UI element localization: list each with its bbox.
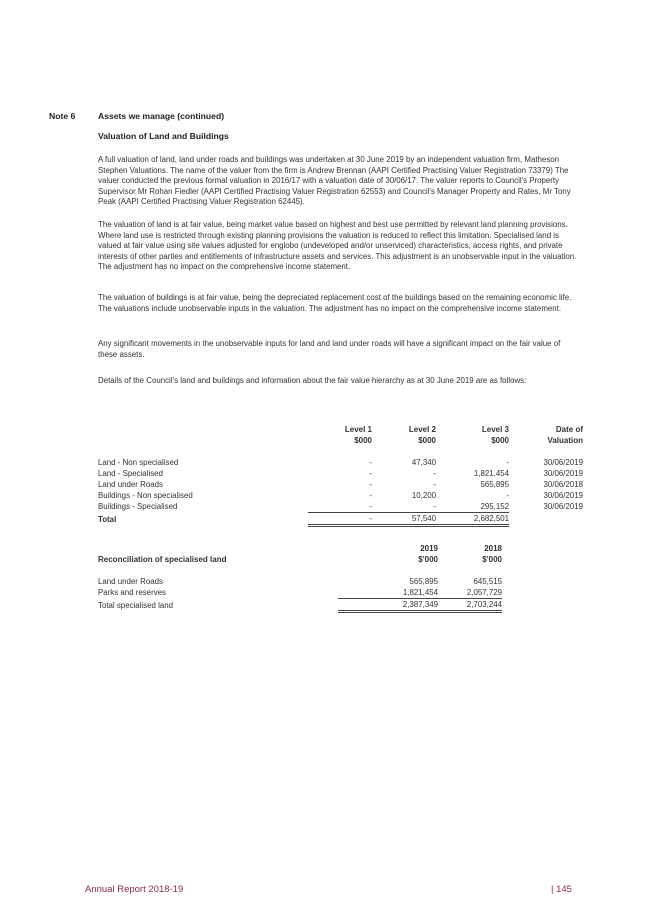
row-label: Land under Roads: [98, 480, 163, 489]
cell-level1: -: [369, 458, 372, 467]
row-label: Land - Non specialised: [98, 458, 179, 467]
header-level2-unit: $000: [418, 436, 436, 445]
cell-level1: -: [369, 480, 372, 489]
header-2018-unit: $'000: [482, 555, 502, 564]
cell-date: 30/06/2018: [543, 480, 583, 489]
table-row: [98, 457, 583, 468]
header-2019-unit: $'000: [418, 555, 438, 564]
cell-level2: 47,340: [411, 458, 436, 467]
table-row: [98, 490, 583, 501]
paragraph-buildings-valuation: The valuation of buildings is at fair value, being the depreciated replacement cost of the buildings based on the remaining economic life. The valuations include unobservable inputs in the valuation. The adjustment has no impact on the comprehensive income statement.: [98, 293, 572, 313]
cell-level3: 1,821,454: [473, 469, 509, 478]
table-row: [98, 501, 583, 513]
header-label: [98, 543, 338, 554]
cell-level1: -: [369, 491, 372, 500]
total-level2: 57,540: [372, 513, 436, 526]
cell-level3: 565,895: [480, 480, 509, 489]
header-level2: Level 2: [408, 425, 436, 434]
table-header-row: [98, 543, 502, 554]
paragraph-valuer: A full valuation of land, land under roads and buildings was undertaken at 30 June 2019 by an independent valuation firm, Matheson Stephen Valuations. The name of the valuer from the firm is Andrew Brennan (AAPI Certified Practising Valuer Registration 73379) The valuer conducted the previous formal valuation in 2016/17 with a valuation date of 30/06/17. The valuer reports to Council's Property Supervisor Mr Rohan Fiedler (AAPI Certified Practising Valuer Registration 62553) and Council's Manager Property and Rates, Mr Tony Peak (AAPI Certified Practising Valuer Registration 62445).: [98, 155, 571, 207]
cell-level1: -: [369, 469, 372, 478]
header-label: [98, 424, 308, 435]
total-level3: 2,682,501: [436, 513, 509, 526]
total-label: Total: [98, 514, 117, 524]
table-row: [98, 587, 502, 599]
total-2019: 2,387,349: [338, 599, 438, 612]
paragraph-unobservable-inputs: Any significant movements in the unobservable inputs for land and land under roads will have a significant impact on the fair value of these assets.: [98, 339, 561, 359]
reconciliation-title: Reconciliation of specialised land: [98, 555, 227, 564]
table-header-row: [98, 554, 502, 565]
total-date: [509, 513, 583, 526]
table-header-row: [98, 435, 583, 446]
cell-level2: -: [372, 501, 436, 513]
cell-date: 30/06/2019: [543, 491, 583, 500]
table-row: [98, 468, 583, 479]
row-label: Land under Roads: [98, 577, 163, 586]
cell-date: 30/06/2019: [543, 469, 583, 478]
header-level3: Level 3: [481, 425, 509, 434]
cell-level1: -: [308, 501, 372, 513]
note-label: Note 6: [49, 111, 76, 121]
header-level1: Level 1: [344, 425, 372, 434]
cell-date: 30/06/2019: [543, 458, 583, 467]
cell-level3: 295,152: [436, 501, 509, 513]
note-title: Assets we manage (continued): [98, 111, 225, 121]
row-label: Buildings - Non specialised: [98, 491, 193, 500]
cell-level2: -: [433, 469, 436, 478]
table-total-row: [98, 513, 583, 526]
cell-level2: -: [433, 480, 436, 489]
cell-2019: 565,895: [409, 577, 438, 586]
footer-report-title: Annual Report 2018-19: [85, 884, 184, 895]
header-level3-unit: $000: [491, 436, 509, 445]
footer-page-number: | 145: [551, 884, 572, 895]
cell-level3: -: [506, 491, 509, 500]
header-label: [98, 435, 308, 446]
paragraph-land-valuation: The valuation of land is at fair value, being market value based on highest and best use permitted by relevant land planning provisions. Where land use is restricted through existing planning provisions the valuation is reduced to reflect this limitation. Specialised land is valued at fair value using site values adjusted for englobo (undeveloped and/or unserviced) characteristics, access rights, and private interests of other parties and entitlements of infrastructure assets and services. This adjustment is an unobservable input in the valuation. The adjustment has no impact on the comprehensive income statement.: [98, 220, 577, 272]
total-2018: 2,703,244: [438, 599, 502, 612]
cell-2018: 645,515: [473, 577, 502, 586]
table-total-row: [98, 599, 502, 612]
header-2019: 2019: [420, 544, 438, 553]
paragraph-details-intro: Details of the Council's land and buildings and information about the fair value hierarchy as at 30 June 2019 are as follows:: [98, 376, 527, 385]
row-label: Land - Specialised: [98, 469, 163, 478]
cell-level2: 10,200: [411, 491, 436, 500]
section-title: Valuation of Land and Buildings: [98, 131, 229, 141]
table-row: [98, 479, 583, 490]
header-level1-unit: $000: [354, 436, 372, 445]
cell-date: 30/06/2019: [543, 502, 583, 512]
total-level1: -: [308, 513, 372, 526]
cell-2019: 1,821,454: [338, 587, 438, 599]
row-label: Buildings - Specialised: [98, 502, 178, 512]
cell-2018: 2,057,729: [438, 587, 502, 599]
cell-level3: -: [506, 458, 509, 467]
reconciliation-table: [98, 543, 502, 613]
table-header-row: [98, 424, 583, 435]
header-2018: 2018: [484, 544, 502, 553]
table-row: [98, 576, 502, 587]
row-label: Parks and reserves: [98, 588, 166, 598]
total-label: Total specialised land: [98, 600, 174, 610]
fair-value-hierarchy-table: [98, 424, 583, 527]
header-date: Date of: [555, 425, 583, 434]
header-date-valuation: Valuation: [547, 436, 583, 445]
